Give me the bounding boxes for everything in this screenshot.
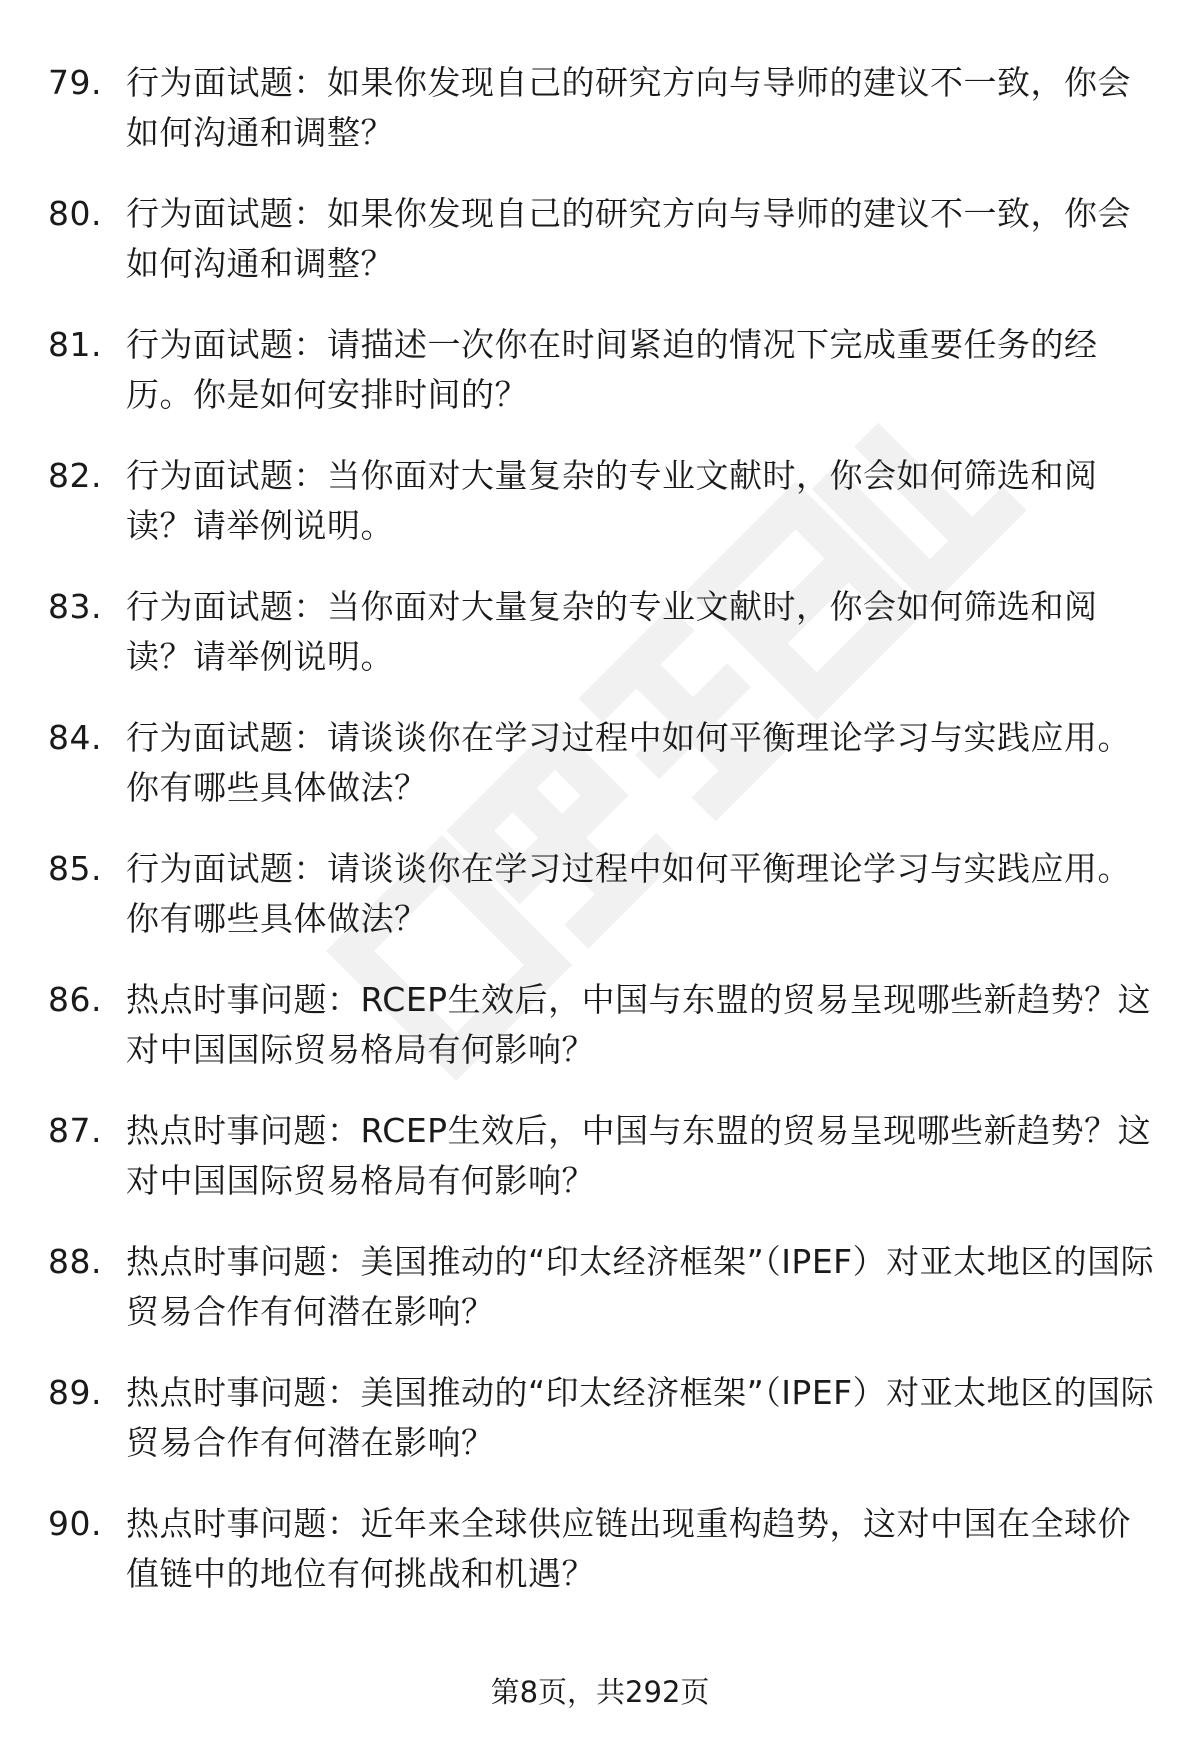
question-item-87 — [48, 1106, 1160, 1237]
question-item-80 — [48, 189, 1160, 320]
question-number: 82. — [48, 456, 102, 495]
question-text: 热点时事问题：RCEP生效后，中国与东盟的贸易呈现哪些新趋势？这对中国国际贸易格局有何影响？ — [126, 1111, 1152, 1200]
question-item-82 — [48, 451, 1160, 582]
question-text: 行为面试题：当你面对大量复杂的专业文献时，你会如何筛选和阅读？请举例说明。 — [126, 456, 1098, 545]
question-text: 热点时事问题：RCEP生效后，中国与东盟的贸易呈现哪些新趋势？这对中国国际贸易格局有何影响？ — [126, 980, 1152, 1069]
question-text: 热点时事问题：美国推动的“印太经济框架”（IPEF）对亚太地区的国际贸易合作有何潜在影响？ — [126, 1242, 1155, 1331]
question-number: 79. — [48, 63, 102, 102]
question-text: 行为面试题：当你面对大量复杂的专业文献时，你会如何筛选和阅读？请举例说明。 — [126, 587, 1098, 676]
question-item-90 — [48, 1499, 1160, 1630]
question-item-81 — [48, 320, 1160, 451]
question-number: 81. — [48, 325, 102, 364]
question-text: 行为面试题：如果你发现自己的研究方向与导师的建议不一致，你会如何沟通和调整？ — [126, 63, 1131, 152]
question-number: 86. — [48, 980, 102, 1019]
question-list — [48, 58, 1160, 1630]
question-item-86 — [48, 975, 1160, 1106]
question-number: 85. — [48, 849, 102, 888]
question-item-79 — [48, 58, 1160, 189]
question-number: 88. — [48, 1242, 102, 1281]
question-text: 行为面试题：请描述一次你在时间紧迫的情况下完成重要任务的经历。你是如何安排时间的？ — [126, 325, 1098, 414]
question-text: 行为面试题：如果你发现自己的研究方向与导师的建议不一致，你会如何沟通和调整？ — [126, 194, 1131, 283]
question-text: 行为面试题：请谈谈你在学习过程中如何平衡理论学习与实践应用。你有哪些具体做法？ — [126, 718, 1131, 807]
question-item-83 — [48, 582, 1160, 713]
question-number: 84. — [48, 718, 102, 757]
question-number: 90. — [48, 1504, 102, 1543]
page-number-footer: 第8页，共292页 — [490, 1675, 710, 1709]
question-item-85 — [48, 844, 1160, 975]
question-item-89 — [48, 1368, 1160, 1499]
question-text: 热点时事问题：近年来全球供应链出现重构趋势，这对中国在全球价值链中的地位有何挑战和机遇？ — [126, 1504, 1131, 1593]
question-text: 行为面试题：请谈谈你在学习过程中如何平衡理论学习与实践应用。你有哪些具体做法？ — [126, 849, 1131, 938]
question-number: 89. — [48, 1373, 102, 1412]
question-number: 80. — [48, 194, 102, 233]
question-text: 热点时事问题：美国推动的“印太经济框架”（IPEF）对亚太地区的国际贸易合作有何潜在影响？ — [126, 1373, 1155, 1462]
question-item-88 — [48, 1237, 1160, 1368]
question-number: 83. — [48, 587, 102, 626]
question-item-84 — [48, 713, 1160, 844]
question-number: 87. — [48, 1111, 102, 1150]
